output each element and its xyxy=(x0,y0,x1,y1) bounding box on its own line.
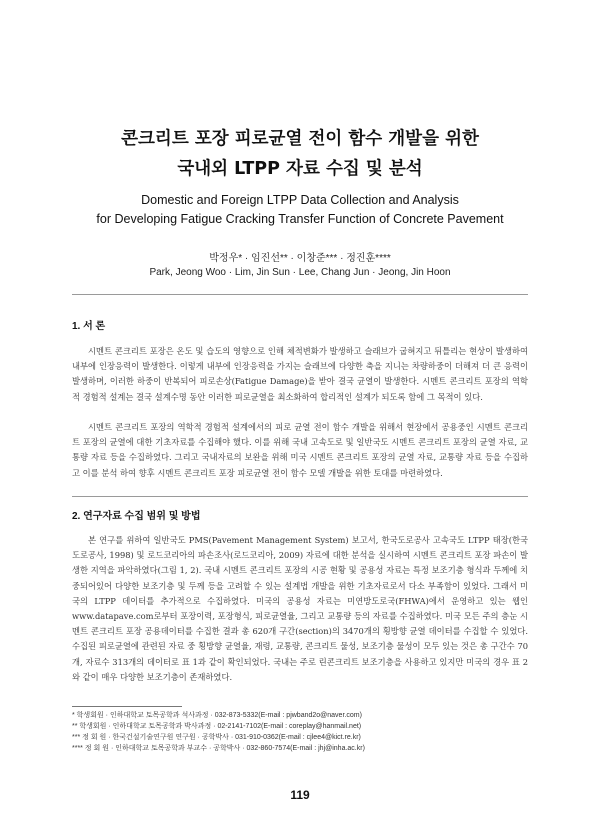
title-korean-line-2: 국내외 LTPP 자료 수집 및 분석 xyxy=(177,159,423,179)
footnote-divider xyxy=(72,706,182,707)
title-korean-line-1: 콘크리트 포장 피로균열 전이 함수 개발을 위한 xyxy=(121,129,479,149)
footnote-3: *** 정 회 원 · 한국건설기술연구원 연구원 · 공학박사 · 031-910-0362(E-mail : cjlee4@kict.re.kr) xyxy=(72,734,361,741)
section-1-paragraph-1: 시멘트 콘크리트 포장은 온도 및 습도의 영향으로 인해 체적변화가 발생하고 슬래브가 굽혀지고 뒤틀리는 현상이 발생하여 내부에 인장응력이 발생한다. 이렇게 내부에 인장응력을 가지는 슬래브에 다양한 축을 지니는 차량하중이 더해져 더 큰 응력이 발생하며, 이러한 하중이 반복되어 피로손상(Fatigue Damage)을 받아 결국 균열이 발생한다. 시멘트 콘크리트 포장의 역학적 경험적 설계는 결국 설계수명 동안 이러한 피로균열을 최소화하여 합리적인 설계가 되도록 함에 그 목적이 있다. xyxy=(72,346,528,402)
section-2-heading: 2. 연구자료 수집 범위 및 방법 xyxy=(72,511,201,522)
section-2-paragraph: 본 연구를 위하여 일반국도 PMS(Pavement Management System) 보고서, 한국도로공사 고속국도 LTPP 태장(한국도로공사, 1998) 및 로드코리아의 파손조사(로드코리아, 2009) 자료에 대한 분석을 실시하여 시멘트 콘크리트 포장 파손이 발생한 지역을 파악하였다(그림 1, 2). 국내 시멘트 콘크리트 포장의 시공 현황 및 공용성 자료는 특정 보조기층 형식과 두께에 치중되어있어 다양한 보조기층 및 두께 등을 고려할 수 있는 설계법 개발을 위한 기초자료로서 다소 부족함이 있었다. 그래서 미국의 LTPP 데이터를 추가적으로 수집하였다. 미국의 공용성 자료는 미연방도로국(FHWA)에서 운영하고 있는 웹인 www.datapave.com로부터 포장이력, 포장형식, 피로균열율, 그리고 교통량 등의 자료를 수집하였다. 미국 모든 주의 층눈 시멘트 콘크리트 포장 공용데이터를 수집한 결과 총 620개 구간(section)의 3470개의 횡방향 균열 데이터를 수집할 수 있었다. 수집된 피로균열에 관련된 자료 중 횡방향 균열율, 재령, 교통량, 콘크리트 물성, 보조기층 물성이 모두 있는 것은 총 구간수 70개, 자료수 313개의 데이터로 표 1과 같이 확인되었다. 국내는 주로 린콘크리트 보조기층을 사용하고 있지만 미국의 경우 표 2와 같이 매우 다양한 보조기층이 존재하였다. xyxy=(72,535,528,682)
title-english-line-2: for Developing Fatigue Cracking Transfer Function of Concrete Pavement xyxy=(96,212,504,226)
footnote-list xyxy=(72,710,528,754)
page-number: 119 xyxy=(290,788,310,802)
footnote-4: **** 정 회 원 · 인하대학교 토목공학과 부교수 · 공학박사 · 032-860-7574(E-mail : jhj@inha.ac.kr) xyxy=(72,745,365,752)
section-1-paragraph-2: 시멘트 콘크리트 포장의 역학적 경험적 설계에서의 피로 균열 전이 함수 개발을 위해서 현장에서 공용중인 시멘트 콘크리트 포장의 균열에 대한 기초자료를 수집해야 했다. 이를 위해 국내 고속도로 및 일반국도 시멘트 콘크리트 포장의 균열 자료, 교통량 자료 등을 수집하였다. 그리고 국내자료의 보완을 위해 미국 시멘트 콘크리트 포장의 균열 자료, 교통량 자료 등을 수집하고 이를 분석 하여 향후 시멘트 콘크리트 포장 피로균열 전이 함수 모델 개발을 위한 토대를 마련하였다. xyxy=(72,422,528,478)
authors-korean: 박정우* · 임진선** · 이창준*** · 정진훈**** xyxy=(209,253,391,264)
section-1-heading: 1. 서 론 xyxy=(72,321,106,332)
authors-english: Park, Jeong Woo · Lim, Jin Sun · Lee, Chang Jun · Jeong, Jin Hoon xyxy=(149,267,451,278)
title-english-line-1: Domestic and Foreign LTPP Data Collection and Analysis xyxy=(141,193,459,207)
footnote-2: ** 학생회원 · 인하대학교 토목공학과 박사과정 · 02-2141-7102(E-mail : coreplay@hanmail.net) xyxy=(72,723,362,730)
footnote-1: * 학생회원 · 인하대학교 토목공학과 석사과정 · 032-873-5332(E-mail : pjwband2o@naver.com) xyxy=(72,712,362,719)
divider-top xyxy=(72,294,528,295)
divider-middle xyxy=(72,496,528,497)
